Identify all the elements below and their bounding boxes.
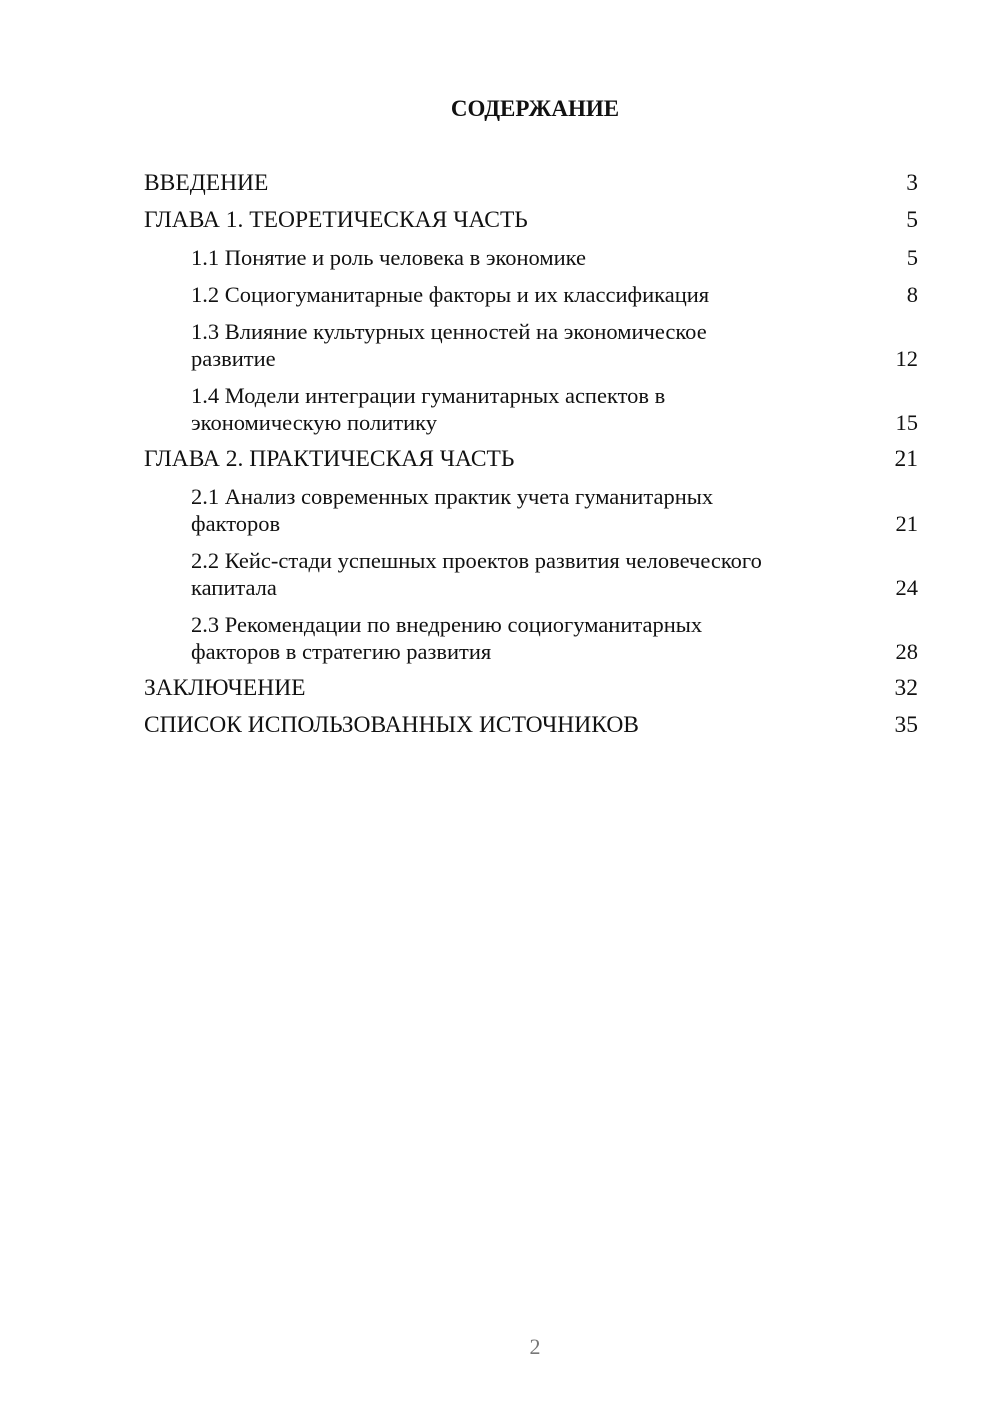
toc-entry-page: 35 <box>894 712 918 738</box>
toc-entry[interactable] <box>144 611 918 665</box>
toc-entry-title: 1.1 Понятие и роль человека в экономике <box>191 245 587 270</box>
toc-entry-title: 2.3 Рекомендации по внедрению социогуманитарных факторов в стратегию развития <box>191 612 703 664</box>
toc-entry-title: 2.2 Кейс-стади успешных проектов развития человеческого капитала <box>191 548 762 600</box>
toc-entry-page: 12 <box>895 346 918 371</box>
toc-entry-title: 1.4 Модели интеграции гуманитарных аспектов в экономическую политику <box>191 383 666 435</box>
toc-entry-page: 5 <box>906 207 918 233</box>
toc-entry[interactable] <box>144 712 918 739</box>
toc-entry-page: 32 <box>894 675 918 701</box>
toc-entry-page: 3 <box>906 170 918 196</box>
toc-entry[interactable] <box>144 207 918 234</box>
toc-entry[interactable] <box>144 382 918 436</box>
toc-entry-title: ЗАКЛЮЧЕНИЕ <box>144 675 306 701</box>
toc-entry-title: ГЛАВА 1. ТЕОРЕТИЧЕСКАЯ ЧАСТЬ <box>144 207 528 233</box>
toc-entry-page: 21 <box>895 511 918 536</box>
toc-entry-page: 21 <box>894 446 918 472</box>
page-title: СОДЕРЖАНИЕ <box>450 96 620 121</box>
toc-entry-page: 15 <box>895 410 918 435</box>
toc-entry[interactable] <box>144 446 918 473</box>
toc-entry[interactable] <box>144 675 918 702</box>
toc-entry-page: 5 <box>906 245 918 270</box>
toc-entry-title: ВВЕДЕНИЕ <box>144 170 269 196</box>
table-of-contents <box>144 170 918 749</box>
toc-entry-title: 1.2 Социогуманитарные факторы и их классификация <box>191 282 710 307</box>
toc-entry-title: 2.1 Анализ современных практик учета гуманитарных факторов <box>191 484 714 536</box>
page-number: 2 <box>529 1334 541 1359</box>
toc-entry-page: 28 <box>895 639 918 664</box>
toc-entry[interactable] <box>144 170 918 197</box>
toc-entry[interactable] <box>144 281 918 308</box>
toc-entry-title: 1.3 Влияние культурных ценностей на экономическое развитие <box>191 319 707 371</box>
toc-entry-title: СПИСОК ИСПОЛЬЗОВАННЫХ ИСТОЧНИКОВ <box>144 712 639 738</box>
toc-entry-title: ГЛАВА 2. ПРАКТИЧЕСКАЯ ЧАСТЬ <box>144 446 515 472</box>
toc-entry[interactable] <box>144 547 918 601</box>
toc-entry-page: 24 <box>895 575 918 600</box>
toc-entry[interactable] <box>144 483 918 537</box>
toc-entry[interactable] <box>144 318 918 372</box>
toc-entry[interactable] <box>144 244 918 271</box>
toc-entry-page: 8 <box>906 282 918 307</box>
